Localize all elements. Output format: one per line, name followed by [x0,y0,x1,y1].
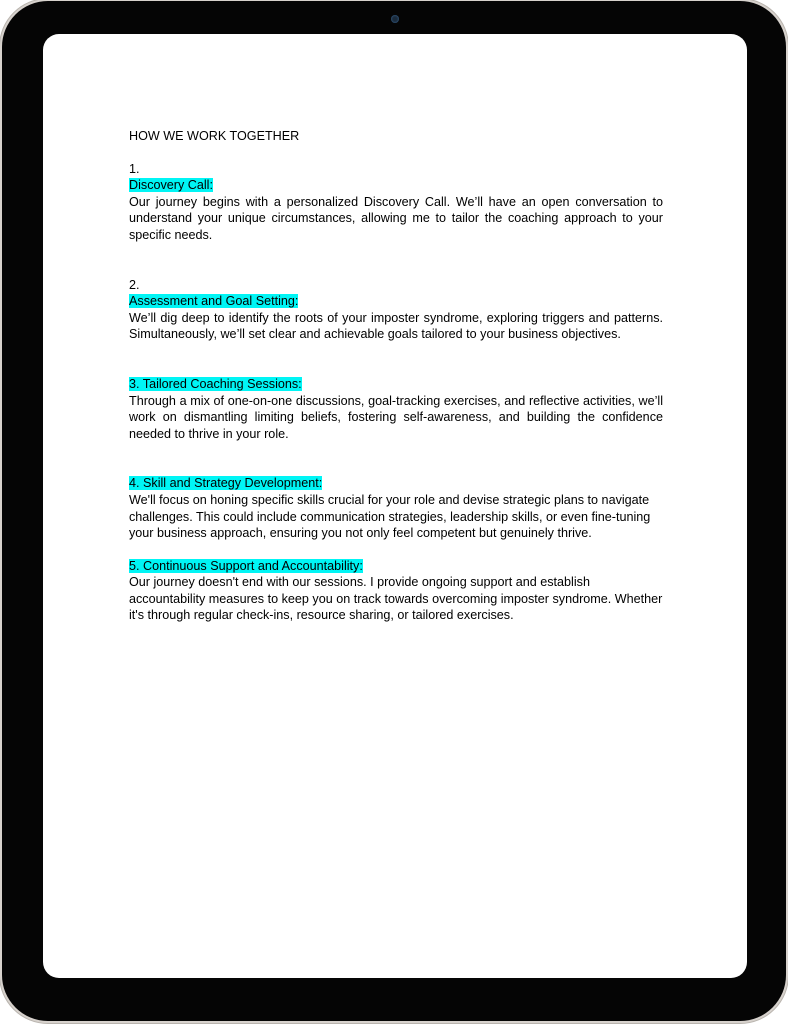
page-title: HOW WE WORK TOGETHER [129,129,300,143]
spacer [129,542,663,558]
highlighted-heading: 4. Skill and Strategy Development: [129,476,323,491]
section-body: We’ll dig deep to identify the roots of your imposter syndrome, exploring triggers and patterns. Simultaneously, we’ll set clear and achievable goals tailored to your business objectives. [129,310,663,342]
camera-icon [391,15,399,23]
section-number: 2. [129,277,140,292]
section-continuous-support [129,558,663,624]
spacer [129,343,663,376]
tablet-frame [2,1,786,1021]
section-body: Our journey begins with a personalized Discovery Call. We’ll have an open conversation to understand your unique circumstances, allowing me to tailor the coaching approach to your specific needs. [129,194,663,242]
section-discovery-call [129,161,663,244]
highlighted-heading: Assessment and Goal Setting: [129,294,299,309]
highlighted-heading: 3. Tailored Coaching Sessions: [129,376,302,391]
section-heading [129,293,663,310]
section-body: We'll focus on honing specific skills crucial for your role and devise strategic plans to navigate challenges. This could include communication strategies, leadership skills, or even fine-tuning your business approach, ensuring you not only feel competent but genuinely thrive. [129,492,651,541]
section-body: Our journey doesn't end with our sessions. I provide ongoing support and establish accountability measures to keep you on track towards overcoming imposter syndrome. Whether it's through regular check-ins, resource sharing, or tailored exercises. [129,575,663,623]
section-skill-strategy [129,475,663,541]
spacer [129,244,663,277]
document-screen[interactable] [43,34,747,978]
section-heading [129,177,663,194]
highlighted-heading: Discovery Call: [129,178,213,193]
section-heading [129,376,663,393]
section-number: 1. [129,161,140,176]
spacer [129,442,663,475]
section-tailored-coaching [129,376,663,442]
section-heading [129,475,663,492]
document-page [129,128,663,624]
highlighted-heading: 5. Continuous Support and Accountability: [129,558,363,573]
section-heading [129,558,663,575]
section-assessment-goal-setting [129,277,663,343]
section-body: Through a mix of one-on-one discussions, goal-tracking exercises, and reflective activities, we’ll work on dismantling limiting beliefs, fostering self-awareness, and building the confidence needed to thrive in your role. [129,393,663,441]
